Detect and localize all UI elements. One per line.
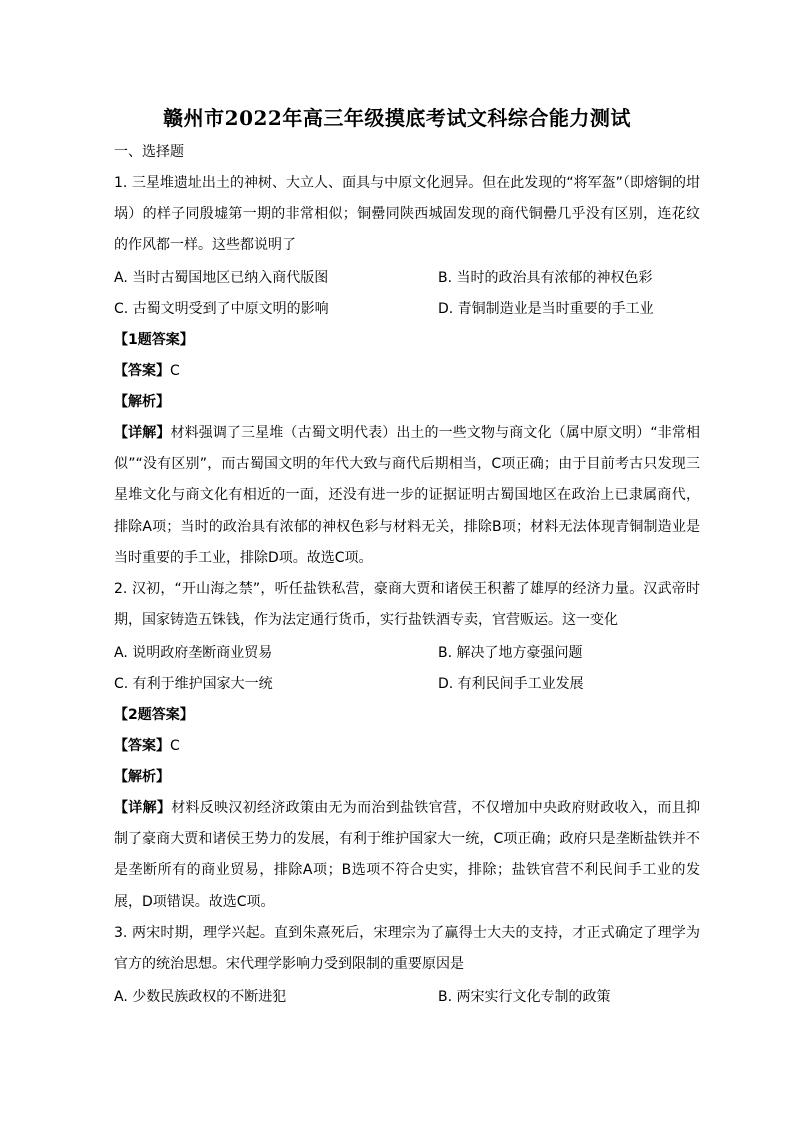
question-2-option-c: C. 有利于维护国家大一统 bbox=[114, 676, 273, 692]
detail-text: 材料强调了三星堆（古蜀文明代表）出土的一些文物与商文化（属中原文明）“非常相似”“没有区别”，而古蜀国文明的年代大致与商代后期相当，C项正确；由于目前考古只发现三星堆文化与商文化有相近的一面，还没有进一步的证据证明古蜀国地区在政治上已隶属商代，排除A项；当时的政治具有浓郁的神权色彩与材料无关，排除B项；材料无法体现青铜制造业是当时重要的手工业，排除D项。故选C项。 bbox=[114, 425, 700, 566]
question-3-option-b: B. 两宋实行文化专制的政策 bbox=[438, 989, 611, 1005]
question-2-analysis-label: 【解析】 bbox=[114, 769, 170, 785]
question-1-option-c: C. 古蜀文明受到了中原文明的影响 bbox=[114, 301, 329, 317]
question-2-stem: 2. 汉初，“开山海之禁”，听任盐铁私营，豪商大贾和诸侯王积蓄了雄厚的经济力量。汉武帝时期，国家铸造五铢钱，作为法定通行货币，实行盐铁酒专卖，官营贩运。这一变化 bbox=[114, 581, 700, 629]
question-1-answer-line bbox=[114, 361, 180, 381]
question-3-stem: 3. 两宋时期，理学兴起。直到朱熹死后，宋理宗为了赢得士大夫的支持，才正式确定了理学为官方的统治思想。宋代理学影响力受到限制的重要原因是 bbox=[114, 925, 700, 973]
question-2-option-d: D. 有利民间手工业发展 bbox=[438, 676, 584, 692]
question-2-option-a: A. 说明政府垄断商业贸易 bbox=[114, 645, 273, 661]
answer-label: 【答案】 bbox=[114, 738, 170, 754]
question-2-option-b: B. 解决了地方豪强问题 bbox=[438, 645, 583, 661]
question-2-answer-line bbox=[114, 736, 180, 756]
question-1-detail bbox=[114, 418, 700, 574]
question-3-option-a: A. 少数民族政权的不断进犯 bbox=[114, 989, 287, 1005]
question-1-option-a: A. 当时古蜀国地区已纳入商代版图 bbox=[114, 270, 329, 286]
question-1-analysis-label: 【解析】 bbox=[114, 394, 170, 410]
question-1-answer-header: 【1题答案】 bbox=[114, 332, 194, 348]
page-title: 赣州市2022年高三年级摸底考试文科综合能力测试 bbox=[163, 106, 631, 130]
answer-value: C bbox=[170, 738, 180, 754]
question-1-stem: 1. 三星堆遗址出土的神树、大立人、面具与中原文化迥异。但在此发现的“将军盔”（即熔铜的坩埚）的样子同殷墟第一期的非常相似；铜罍同陕西城固发现的商代铜罍几乎没有区别，连花纹的作风都一样。这些都说明了 bbox=[114, 175, 700, 254]
question-2-detail bbox=[114, 793, 700, 918]
answer-label: 【答案】 bbox=[114, 363, 170, 379]
detail-label: 【详解】 bbox=[114, 425, 171, 441]
question-1-option-b: B. 当时的政治具有浓郁的神权色彩 bbox=[438, 270, 653, 286]
section-heading: 一、选择题 bbox=[114, 144, 184, 160]
answer-value: C bbox=[170, 363, 180, 379]
detail-text: 材料反映汉初经济政策由无为而治到盐铁官营，不仅增加中央政府财政收入，而且抑制了豪商大贾和诸侯王势力的发展，有利于维护国家大一统，C项正确；政府只是垄断盐铁并不是垄断所有的商业贸易，排除A项；B选项不符合史实，排除；盐铁官营不利民间手工业的发展，D项错误。故选C项。 bbox=[114, 800, 701, 910]
detail-label: 【详解】 bbox=[114, 800, 172, 816]
question-1-option-d: D. 青铜制造业是当时重要的手工业 bbox=[438, 301, 654, 317]
question-2-answer-header: 【2题答案】 bbox=[114, 707, 194, 723]
